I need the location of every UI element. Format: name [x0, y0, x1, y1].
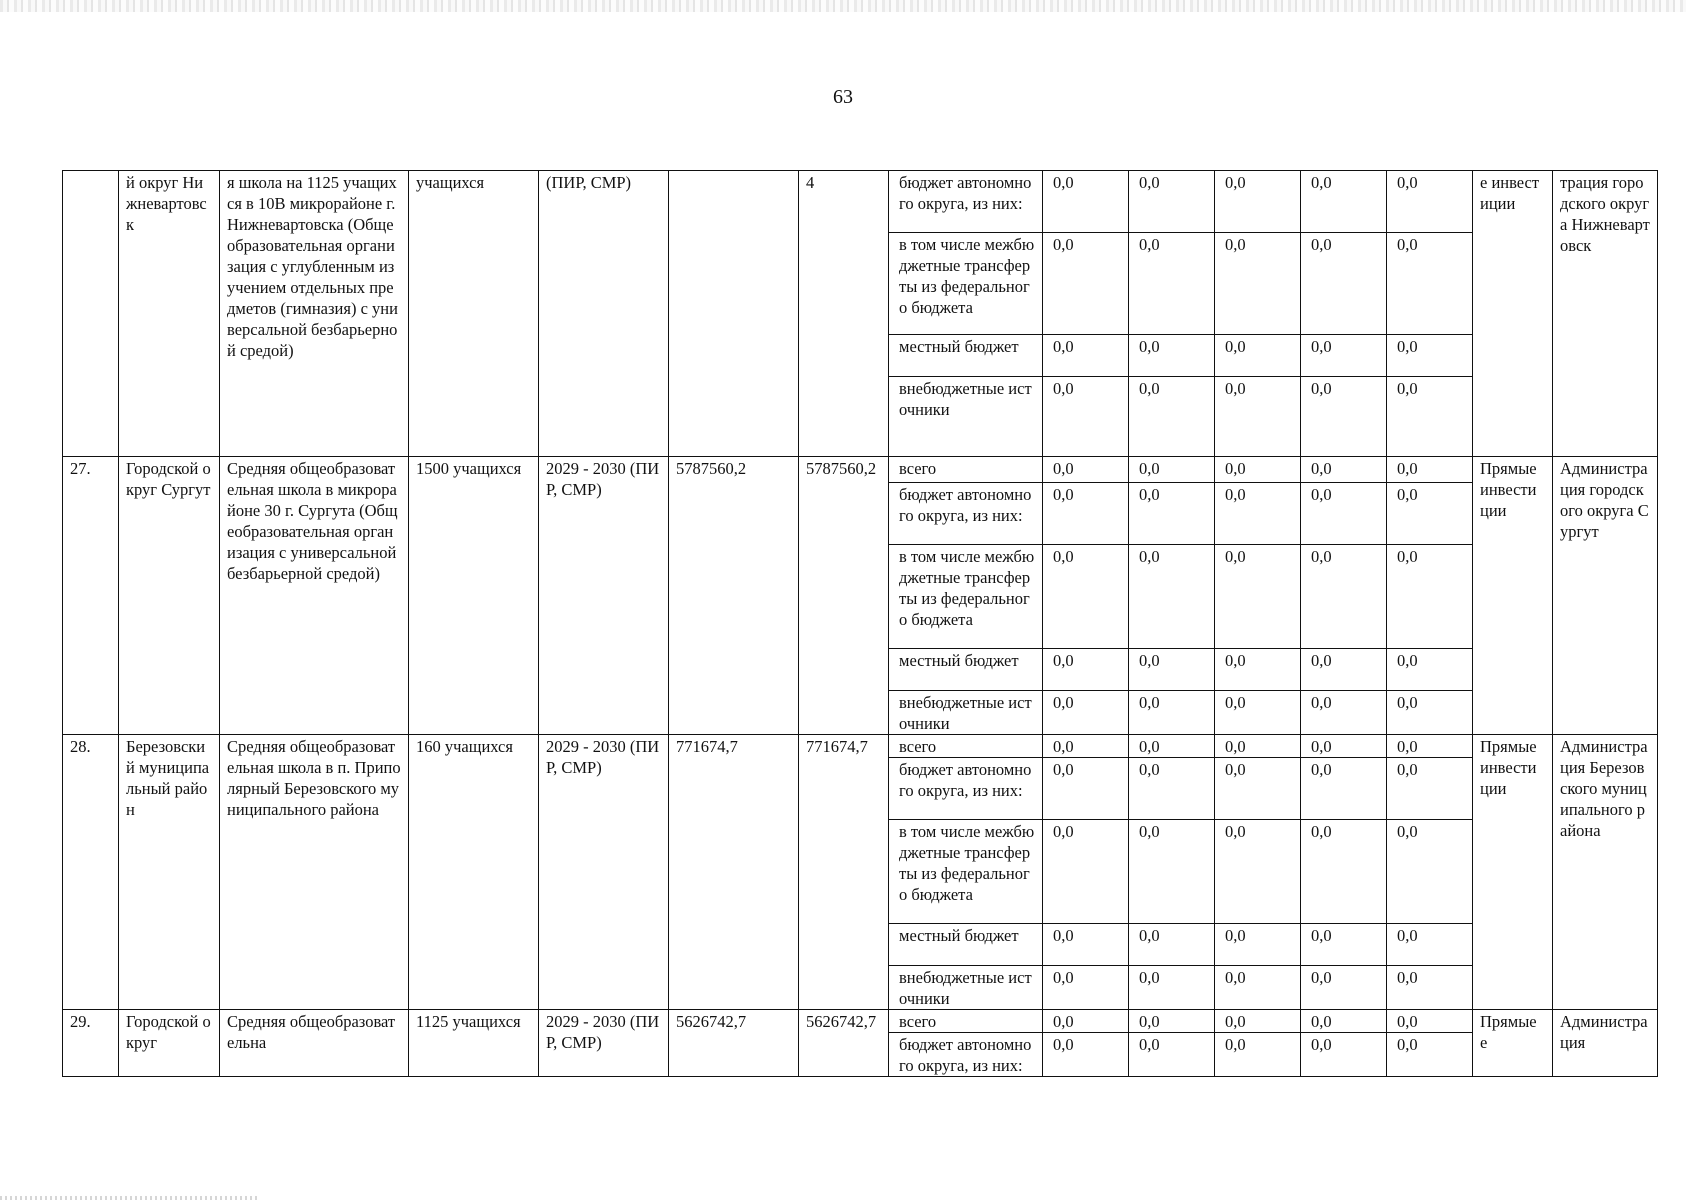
value-cell: 0,0 — [1215, 1010, 1301, 1033]
customer-cell: Администрация Березовского муниципального района — [1553, 735, 1658, 1010]
investment-type-cell: Прямые е — [1473, 1010, 1553, 1077]
value-cell: 0,0 — [1215, 924, 1301, 966]
finance-source-label: местный бюджет — [889, 335, 1043, 377]
cost-remaining-cell: 4 — [799, 171, 889, 457]
value-cell: 0,0 — [1215, 966, 1301, 1010]
object-name-cell: я школа на 1125 учащихся в 10В микрорайоне г. Нижневартовска (Общеобразовательная организация с углубленным изучением отдельных предметов (гимназия) с универсальной безбарьерной средой) — [220, 171, 409, 457]
value-cell: 0,0 — [1301, 233, 1387, 335]
value-cell: 0,0 — [1215, 233, 1301, 335]
value-cell: 0,0 — [1301, 1033, 1387, 1077]
value-cell: 0,0 — [1043, 483, 1129, 545]
municipality-cell: Березовский муниципальный район — [119, 735, 220, 1010]
value-cell: 0,0 — [1215, 820, 1301, 924]
value-cell: 0,0 — [1387, 377, 1473, 457]
value-cell: 0,0 — [1215, 735, 1301, 758]
value-cell: 0,0 — [1043, 1033, 1129, 1077]
period-cell: 2029 - 2030 (ПИР, СМР) — [539, 1010, 669, 1077]
customer-cell: Администрация — [1553, 1010, 1658, 1077]
customer-cell: Администрация городского округа Сургут — [1553, 457, 1658, 735]
value-cell: 0,0 — [1387, 233, 1473, 335]
value-cell: 0,0 — [1301, 649, 1387, 691]
value-cell: 0,0 — [1129, 649, 1215, 691]
finance-source-label: внебюджетные источники — [889, 691, 1043, 735]
value-cell: 0,0 — [1129, 924, 1215, 966]
value-cell: 0,0 — [1043, 457, 1129, 483]
finance-source-label: бюджет автономного округа, из них: — [889, 758, 1043, 820]
object-name-cell: Средняя общеобразовательная школа в микрорайоне 30 г. Сургута (Общеобразовательная организация с универсальной безбарьерной средой) — [220, 457, 409, 735]
value-cell: 0,0 — [1043, 966, 1129, 1010]
capacity-cell: учащихся — [409, 171, 539, 457]
value-cell: 0,0 — [1387, 691, 1473, 735]
value-cell: 0,0 — [1215, 457, 1301, 483]
finance-source-label: в том числе межбюджетные трансферты из федерального бюджета — [889, 820, 1043, 924]
scan-artifact-bottom — [0, 1196, 260, 1200]
value-cell: 0,0 — [1215, 1033, 1301, 1077]
value-cell: 0,0 — [1129, 1033, 1215, 1077]
cost-remaining-cell: 771674,7 — [799, 735, 889, 1010]
cost-total-cell: 771674,7 — [669, 735, 799, 1010]
finance-source-label: местный бюджет — [889, 649, 1043, 691]
period-cell: 2029 - 2030 (ПИР, СМР) — [539, 735, 669, 1010]
row-number: 27. — [63, 457, 119, 735]
finance-source-label: бюджет автономного округа, из них: — [889, 1033, 1043, 1077]
finance-source-label: внебюджетные источники — [889, 377, 1043, 457]
value-cell: 0,0 — [1215, 758, 1301, 820]
value-cell: 0,0 — [1043, 735, 1129, 758]
object-name-cell: Средняя общеобразовательная школа в п. Приполярный Березовского муниципального района — [220, 735, 409, 1010]
finance-source-label: всего — [889, 457, 1043, 483]
value-cell: 0,0 — [1387, 171, 1473, 233]
finance-source-label: в том числе межбюджетные трансферты из федерального бюджета — [889, 545, 1043, 649]
value-cell: 0,0 — [1387, 735, 1473, 758]
value-cell: 0,0 — [1387, 483, 1473, 545]
value-cell: 0,0 — [1387, 457, 1473, 483]
capacity-cell: 160 учащихся — [409, 735, 539, 1010]
value-cell: 0,0 — [1043, 758, 1129, 820]
value-cell: 0,0 — [1043, 691, 1129, 735]
value-cell: 0,0 — [1043, 649, 1129, 691]
capacity-cell: 1500 учащихся — [409, 457, 539, 735]
cost-remaining-cell: 5626742,7 — [799, 1010, 889, 1077]
value-cell: 0,0 — [1215, 377, 1301, 457]
value-cell: 0,0 — [1215, 335, 1301, 377]
value-cell: 0,0 — [1129, 1010, 1215, 1033]
value-cell: 0,0 — [1301, 377, 1387, 457]
finance-source-label: бюджет автономного округа, из них: — [889, 171, 1043, 233]
value-cell: 0,0 — [1301, 545, 1387, 649]
value-cell: 0,0 — [1301, 966, 1387, 1010]
period-cell: (ПИР, СМР) — [539, 171, 669, 457]
value-cell: 0,0 — [1129, 233, 1215, 335]
finance-source-label: всего — [889, 1010, 1043, 1033]
investment-projects-table — [62, 170, 1658, 1077]
value-cell: 0,0 — [1387, 820, 1473, 924]
value-cell: 0,0 — [1129, 377, 1215, 457]
value-cell: 0,0 — [1129, 483, 1215, 545]
value-cell: 0,0 — [1301, 735, 1387, 758]
value-cell: 0,0 — [1043, 233, 1129, 335]
value-cell: 0,0 — [1129, 966, 1215, 1010]
value-cell: 0,0 — [1043, 924, 1129, 966]
municipality-cell: Городской округ — [119, 1010, 220, 1077]
value-cell: 0,0 — [1301, 820, 1387, 924]
value-cell: 0,0 — [1301, 171, 1387, 233]
customer-cell: трация городского округа Нижневартовск — [1553, 171, 1658, 457]
municipality-cell: й округ Нижневартовск — [119, 171, 220, 457]
value-cell: 0,0 — [1129, 545, 1215, 649]
cost-total-cell — [669, 171, 799, 457]
finance-source-label: внебюджетные источники — [889, 966, 1043, 1010]
value-cell: 0,0 — [1043, 377, 1129, 457]
investment-type-cell: Прямые инвестиции — [1473, 457, 1553, 735]
value-cell: 0,0 — [1215, 483, 1301, 545]
finance-source-label: местный бюджет — [889, 924, 1043, 966]
cost-remaining-cell: 5787560,2 — [799, 457, 889, 735]
value-cell: 0,0 — [1387, 924, 1473, 966]
value-cell: 0,0 — [1043, 820, 1129, 924]
value-cell: 0,0 — [1215, 545, 1301, 649]
value-cell: 0,0 — [1129, 335, 1215, 377]
cost-total-cell: 5787560,2 — [669, 457, 799, 735]
value-cell: 0,0 — [1129, 758, 1215, 820]
value-cell: 0,0 — [1301, 457, 1387, 483]
value-cell: 0,0 — [1043, 545, 1129, 649]
table-row — [63, 171, 1658, 233]
investment-type-cell: е инвестиции — [1473, 171, 1553, 457]
municipality-cell: Городской округ Сургут — [119, 457, 220, 735]
finance-source-label: всего — [889, 735, 1043, 758]
value-cell: 0,0 — [1387, 758, 1473, 820]
value-cell: 0,0 — [1301, 691, 1387, 735]
value-cell: 0,0 — [1215, 649, 1301, 691]
scan-artifact-top — [0, 0, 1686, 12]
value-cell: 0,0 — [1129, 171, 1215, 233]
capacity-cell: 1125 учащихся — [409, 1010, 539, 1077]
value-cell: 0,0 — [1129, 820, 1215, 924]
value-cell: 0,0 — [1301, 483, 1387, 545]
row-number — [63, 171, 119, 457]
row-number: 29. — [63, 1010, 119, 1077]
value-cell: 0,0 — [1301, 335, 1387, 377]
value-cell: 0,0 — [1301, 924, 1387, 966]
finance-source-label: бюджет автономного округа, из них: — [889, 483, 1043, 545]
table-row — [63, 1010, 1658, 1033]
page-number: 63 — [833, 86, 853, 108]
value-cell: 0,0 — [1129, 457, 1215, 483]
period-cell: 2029 - 2030 (ПИР, СМР) — [539, 457, 669, 735]
object-name-cell: Средняя общеобразовательна — [220, 1010, 409, 1077]
finance-source-label: в том числе межбюджетные трансферты из федерального бюджета — [889, 233, 1043, 335]
value-cell: 0,0 — [1301, 758, 1387, 820]
value-cell: 0,0 — [1215, 171, 1301, 233]
row-number: 28. — [63, 735, 119, 1010]
investment-type-cell: Прямые инвестиции — [1473, 735, 1553, 1010]
value-cell: 0,0 — [1215, 691, 1301, 735]
value-cell: 0,0 — [1129, 735, 1215, 758]
cost-total-cell: 5626742,7 — [669, 1010, 799, 1077]
value-cell: 0,0 — [1387, 335, 1473, 377]
table-row — [63, 735, 1658, 758]
value-cell: 0,0 — [1301, 1010, 1387, 1033]
value-cell: 0,0 — [1387, 649, 1473, 691]
table-row — [63, 457, 1658, 483]
value-cell: 0,0 — [1043, 335, 1129, 377]
value-cell: 0,0 — [1387, 545, 1473, 649]
value-cell: 0,0 — [1387, 1010, 1473, 1033]
value-cell: 0,0 — [1129, 691, 1215, 735]
value-cell: 0,0 — [1043, 171, 1129, 233]
value-cell: 0,0 — [1387, 966, 1473, 1010]
value-cell: 0,0 — [1043, 1010, 1129, 1033]
value-cell: 0,0 — [1387, 1033, 1473, 1077]
